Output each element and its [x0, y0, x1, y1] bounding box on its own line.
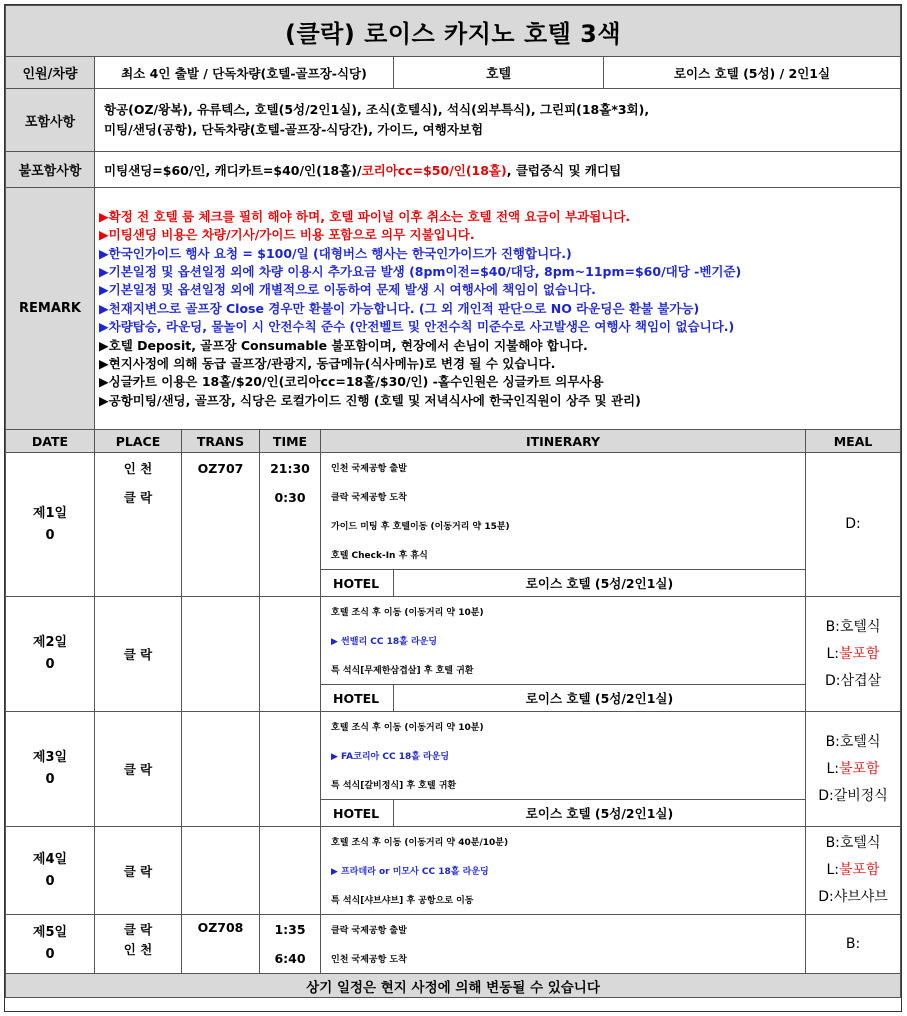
- itinerary-item: 호텔 조식 후 이동 (이동거리 약 10분): [331, 723, 484, 733]
- hotel-name: 로이스 호텔 (5성/2인1실): [525, 806, 674, 821]
- day-label: 제3일: [32, 750, 68, 765]
- included-line: 항공(OZ/왕복), 유류텍스, 호텔(5성/2인1실), 조식(호텔식), 석식(외부특식), 그린피(18홀*3회),: [104, 102, 650, 117]
- hotel-value: 로이스 호텔 (5성) / 2인1실: [604, 57, 901, 89]
- place: 클 락: [123, 647, 153, 662]
- trans-cell: [182, 827, 260, 915]
- meal-dinner: D:샤브샤브: [818, 889, 888, 905]
- place: 클 락: [123, 922, 153, 937]
- itinerary-cell: [321, 453, 806, 597]
- meal-dinner: D:삼겹살: [824, 672, 882, 689]
- col-header-date: DATE: [6, 430, 95, 453]
- itinerary-item: 가이드 미팅 후 호텔이동 (이동거리 약 15분): [331, 522, 510, 532]
- remark-item: ▶싱글카트 이용은 18홀/$20/인(코리아cc=18홀/$30/인) -홀수인원은 싱글카트 의무사용: [99, 374, 604, 390]
- page-title: (클락) 로이스 카지노 호텔 3색: [6, 6, 901, 57]
- remark-item: ▶기본일정 및 옵션일정 외에 개별적으로 이동하여 문제 발생 시 여행사에 책임이 없습니다.: [99, 282, 596, 298]
- hotel-row: [321, 569, 805, 596]
- included-value: [95, 89, 901, 152]
- flight: OZ707: [197, 461, 244, 476]
- day-row: [6, 597, 901, 712]
- footer-note: 상기 일정은 현지 사정에 의해 변동될 수 있습니다: [6, 974, 901, 998]
- itinerary-item: 특 석식[샤브샤브] 후 공항으로 이동: [331, 896, 474, 906]
- day-row: [6, 827, 901, 915]
- itinerary-cell: [321, 827, 806, 915]
- remark-item: ▶한국인가이드 행사 요청 = $100/일 (대형버스 행사는 한국인가이드가 진행합니다.): [99, 245, 572, 261]
- itinerary-golf: ▶ 썬밸리 CC 18홀 라운딩: [331, 637, 438, 647]
- meal-breakfast: B:호텔식: [825, 618, 881, 635]
- remark-item: ▶미팅샌딩 비용은 차량/기사/가이드 비용 포함으로 의무 지불입니다.: [99, 227, 475, 243]
- meal-cell: [806, 827, 901, 915]
- time: 21:30: [270, 461, 310, 476]
- itinerary-item: 특 석식[갈비정식] 후 호텔 귀환: [331, 781, 457, 791]
- itinerary-item: 특 석식[무제한삼겹살] 후 호텔 귀환: [331, 666, 474, 676]
- meal-cell: [806, 712, 901, 827]
- excluded-part: , 클럽중식 및 캐디팁: [506, 162, 622, 178]
- hotel-row: [321, 799, 805, 826]
- time-cell: [260, 597, 321, 712]
- included-label: 포함사항: [6, 89, 95, 152]
- hotel-name: 로이스 호텔 (5성/2인1실): [525, 576, 674, 591]
- place: 인 천: [123, 942, 153, 957]
- people-label: 인원/차량: [6, 57, 95, 89]
- meal: D:: [845, 516, 861, 532]
- meal-lunch-value: 불포함: [839, 645, 880, 662]
- day-label: 제2일: [32, 635, 68, 650]
- itinerary-item: 호텔 Check-In 후 휴식: [331, 551, 428, 561]
- day-label: 제4일: [32, 851, 68, 867]
- hotel-row: [321, 684, 805, 711]
- hotel-tag: HOTEL: [321, 570, 394, 596]
- remark-item: ▶확정 전 호텔 룸 체크를 필히 해야 하며, 호텔 파이널 이후 취소는 호텔 전액 요금이 부과됩니다.: [99, 208, 631, 224]
- itinerary-cell: [321, 712, 806, 827]
- itinerary-cell: [321, 915, 806, 974]
- time-cell: [260, 453, 321, 597]
- meal-lunch-prefix: L:: [826, 862, 839, 878]
- meal-cell: [806, 597, 901, 712]
- place-cell: [95, 453, 182, 597]
- itinerary-cell: [321, 597, 806, 712]
- time-cell: [260, 712, 321, 827]
- trans-cell: [182, 597, 260, 712]
- col-header-place: PLACE: [95, 430, 182, 453]
- itinerary-sheet: [4, 4, 902, 1012]
- people-value: 최소 4인 출발 / 단독차량(호텔-골프장-식당): [95, 57, 394, 89]
- hotel-tag: HOTEL: [321, 800, 394, 826]
- itinerary-golf: ▶ FA코리아 CC 18홀 라운딩: [331, 752, 450, 762]
- day-number: 0: [45, 527, 55, 543]
- meal-lunch-prefix: L:: [826, 645, 839, 662]
- trans-cell: [182, 915, 260, 974]
- hotel-tag: HOTEL: [321, 685, 394, 711]
- excluded-part: 미팅샌딩=$60/인, 캐디카트=$40/인(18홀)/: [104, 162, 362, 178]
- day-row: [6, 453, 901, 597]
- day-cell: [6, 712, 95, 827]
- meal-cell: [806, 915, 901, 974]
- place-cell: [95, 915, 182, 974]
- remark-item: ▶호텔 Deposit, 골프장 Consumable 불포함이며, 현장에서 손님이 지불해야 합니다.: [99, 337, 588, 353]
- day-row: [6, 712, 901, 827]
- excluded-value: [95, 152, 901, 188]
- meal-breakfast: B:호텔식: [825, 835, 881, 851]
- remark-item: ▶차량탑승, 라운딩, 물놀이 시 안전수칙 준수 (안전벨트 및 안전수칙 미준수로 사고발생은 여행사 책임이 없습니다.): [99, 319, 735, 335]
- meal-dinner: D:갈비정식: [818, 787, 888, 804]
- day-cell: [6, 915, 95, 974]
- place: 클 락: [123, 490, 153, 505]
- remark-label: REMARK: [6, 188, 95, 430]
- meal-lunch-value: 불포함: [839, 862, 880, 878]
- day-cell: [6, 827, 95, 915]
- place-cell: [95, 712, 182, 827]
- col-header-trans: TRANS: [182, 430, 260, 453]
- day-number: 0: [45, 657, 55, 672]
- itinerary-item: 호텔 조식 후 이동 (이동거리 약 10분): [331, 608, 484, 618]
- flight: OZ708: [197, 920, 244, 935]
- day-number: 0: [45, 772, 55, 787]
- itinerary-table: [5, 5, 901, 998]
- place-cell: [95, 597, 182, 712]
- remark-item: ▶공항미팅/샌딩, 골프장, 식당은 로컬가이드 진행 (호텔 및 저녁식사에 한국인직원이 상주 및 관리): [99, 392, 641, 408]
- trans-cell: [182, 712, 260, 827]
- remark-item: ▶기본일정 및 옵션일정 외에 차량 이용시 추가요금 발생 (8pm이전=$40/대당, 8pm~11pm=$60/대당 -벤기준): [99, 263, 742, 279]
- time-cell: [260, 827, 321, 915]
- day-number: 0: [45, 947, 55, 962]
- place: 클 락: [123, 762, 153, 777]
- meal-lunch: [806, 641, 900, 668]
- time: 1:35: [274, 922, 306, 937]
- excluded-label: 불포함사항: [6, 152, 95, 188]
- included-line: 미팅/샌딩(공항), 단독차량(호텔-골프장-식당간), 가이드, 여행자보험: [104, 122, 484, 137]
- place: 인 천: [123, 461, 153, 476]
- remark-list: [95, 188, 901, 430]
- remark-item: ▶천재지변으로 골프장 Close 경우만 환불이 가능합니다. (그 외 개인적 판단으로 NO 라운딩은 환불 불가능): [99, 300, 700, 316]
- col-header-time: TIME: [260, 430, 321, 453]
- itinerary-item: 클락 국제공항 도착: [331, 493, 407, 503]
- meal-breakfast: B:호텔식: [825, 733, 881, 750]
- place: 클 락: [123, 863, 153, 879]
- excluded-korea-cc: 코리아cc=$50/인(18홀): [361, 162, 507, 178]
- itinerary-golf: ▶ 프라데라 or 미모사 CC 18홀 라운딩: [331, 867, 489, 877]
- hotel-name: 로이스 호텔 (5성/2인1실): [525, 691, 674, 706]
- meal: B:: [845, 935, 861, 952]
- day-cell: [6, 453, 95, 597]
- meal-lunch-prefix: L:: [826, 760, 839, 777]
- day-row: [6, 915, 901, 974]
- meal-lunch: [806, 756, 900, 783]
- meal-cell: [806, 453, 901, 597]
- day-label: 제5일: [32, 925, 68, 940]
- day-cell: [6, 597, 95, 712]
- meal-lunch: [806, 857, 900, 884]
- itinerary-item: 인천 국제공항 도착: [331, 955, 407, 965]
- trans-cell: [182, 453, 260, 597]
- itinerary-item: 클락 국제공항 출발: [331, 926, 407, 936]
- remark-item: ▶현지사정에 의해 동급 골프장/관광지, 동급메뉴(식사메뉴)로 변경 될 수 있습니다.: [99, 356, 556, 372]
- day-number: 0: [45, 873, 55, 889]
- itinerary-item: 인천 국제공항 출발: [331, 464, 407, 474]
- meal-lunch-value: 불포함: [839, 760, 880, 777]
- time: 6:40: [274, 951, 306, 966]
- hotel-label: 호텔: [394, 57, 604, 89]
- time-cell: [260, 915, 321, 974]
- itinerary-item: 호텔 조식 후 이동 (이동거리 약 40분/10분): [331, 838, 509, 848]
- col-header-itinerary: ITINERARY: [321, 430, 806, 453]
- day-label: 제1일: [32, 505, 68, 521]
- col-header-meal: MEAL: [806, 430, 901, 453]
- place-cell: [95, 827, 182, 915]
- time: 0:30: [274, 490, 306, 505]
